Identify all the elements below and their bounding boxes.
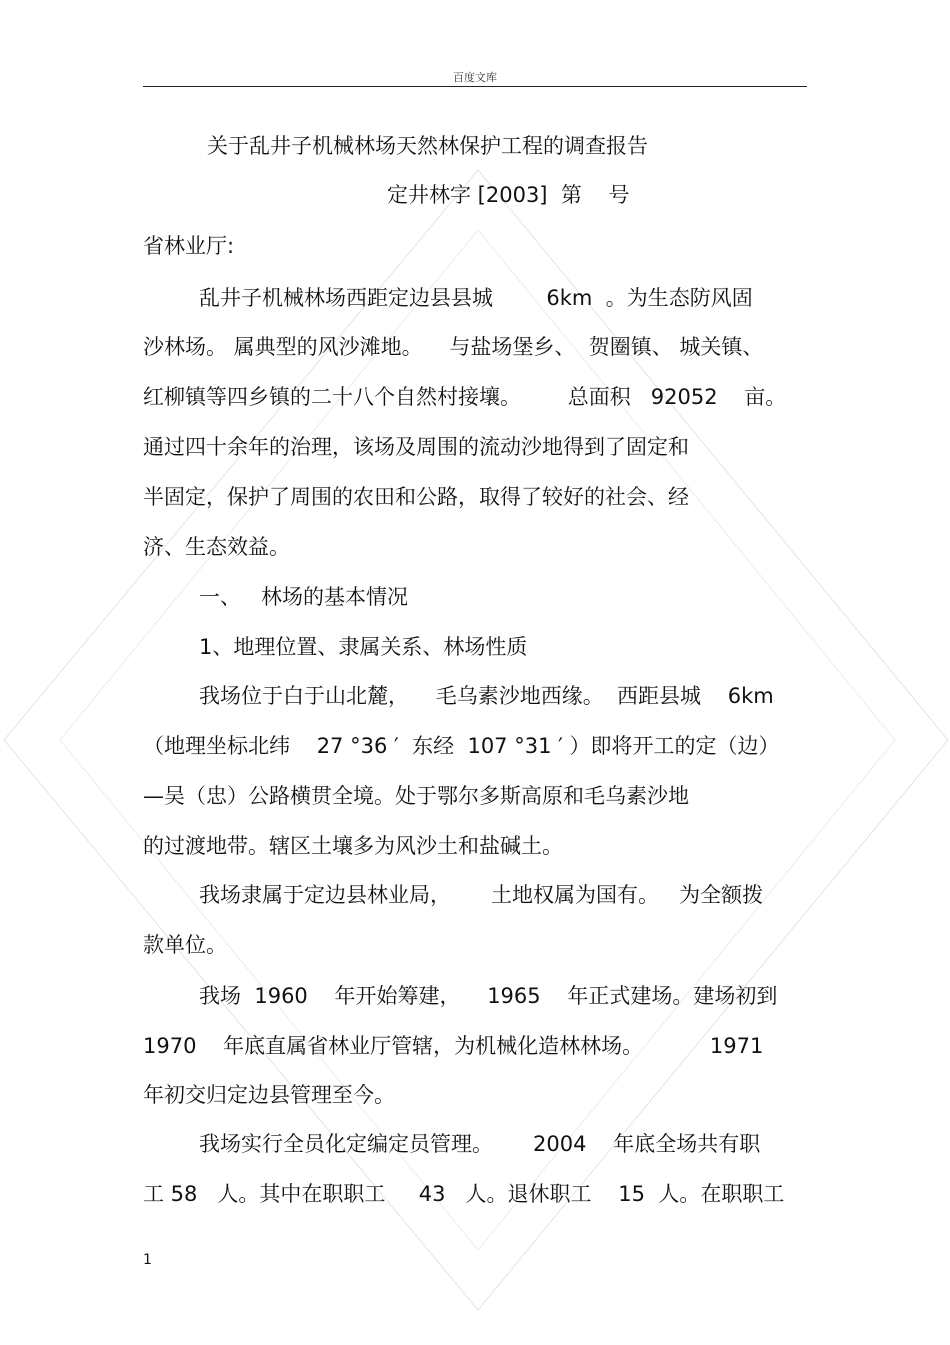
body-line: 半固定，保护了周围的农田和公路，取得了较好的社会、经 (143, 485, 689, 509)
body-line: —吴（忠）公路横贯全境。处于鄂尔多斯高原和毛乌素沙地 (143, 784, 689, 808)
section-heading: 一、 林场的基本情况 (199, 585, 409, 609)
body-line: 1970 年底直属省林业厅管辖，为机械化造林林场。 1971 (143, 1034, 764, 1058)
body-line: 我场隶属于定边县林业局， 土地权属为国有。 为全额拨 (199, 883, 764, 907)
body-line: 款单位。 (143, 933, 227, 957)
header-label: 百度文库 (453, 71, 497, 84)
document-title: 关于乱井子机械林场天然林保护工程的调查报告 (207, 134, 648, 158)
body-line: 红柳镇等四乡镇的二十八个自然村接壤。 总面积 92052 亩。 (143, 385, 787, 409)
body-line: 乱井子机械林场西距定边县县城 6km 。为生态防风固 (199, 286, 753, 310)
body-line: 我场 1960 年开始筹建， 1965 年正式建场。建场初到 (199, 984, 778, 1008)
body-line: （地理坐标北纬 27 °36 ′ 东经 107 °31 ′ ）即将开工的定（边） (143, 734, 780, 758)
body-line: 年初交归定边县管理至今。 (143, 1083, 395, 1107)
body-line: 我场位于白于山北麓， 毛乌素沙地西缘。 西距县城 6km (199, 684, 774, 708)
body-line: 通过四十余年的治理，该场及周围的流动沙地得到了固定和 (143, 435, 689, 459)
salutation: 省林业厅: (143, 234, 235, 258)
body-line: 沙林场。 属典型的风沙滩地。 与盐场堡乡、 贺圈镇、 城关镇、 (143, 335, 764, 359)
page-number: 1 (143, 1252, 152, 1268)
subsection-heading: 1、地理位置、隶属关系、林场性质 (199, 635, 528, 659)
body-line: 我场实行全员化定编定员管理。 2004 年底全场共有职 (199, 1132, 761, 1156)
document-number: 定井林字 [2003] 第 号 (387, 183, 630, 207)
header-divider (143, 86, 807, 87)
body-line: 济、生态效益。 (143, 535, 290, 559)
body-line: 工 58 人。其中在职职工 43 人。退休职工 15 人。在职职工 (143, 1182, 785, 1206)
body-line: 的过渡地带。辖区土壤多为风沙土和盐碱土。 (143, 834, 563, 858)
